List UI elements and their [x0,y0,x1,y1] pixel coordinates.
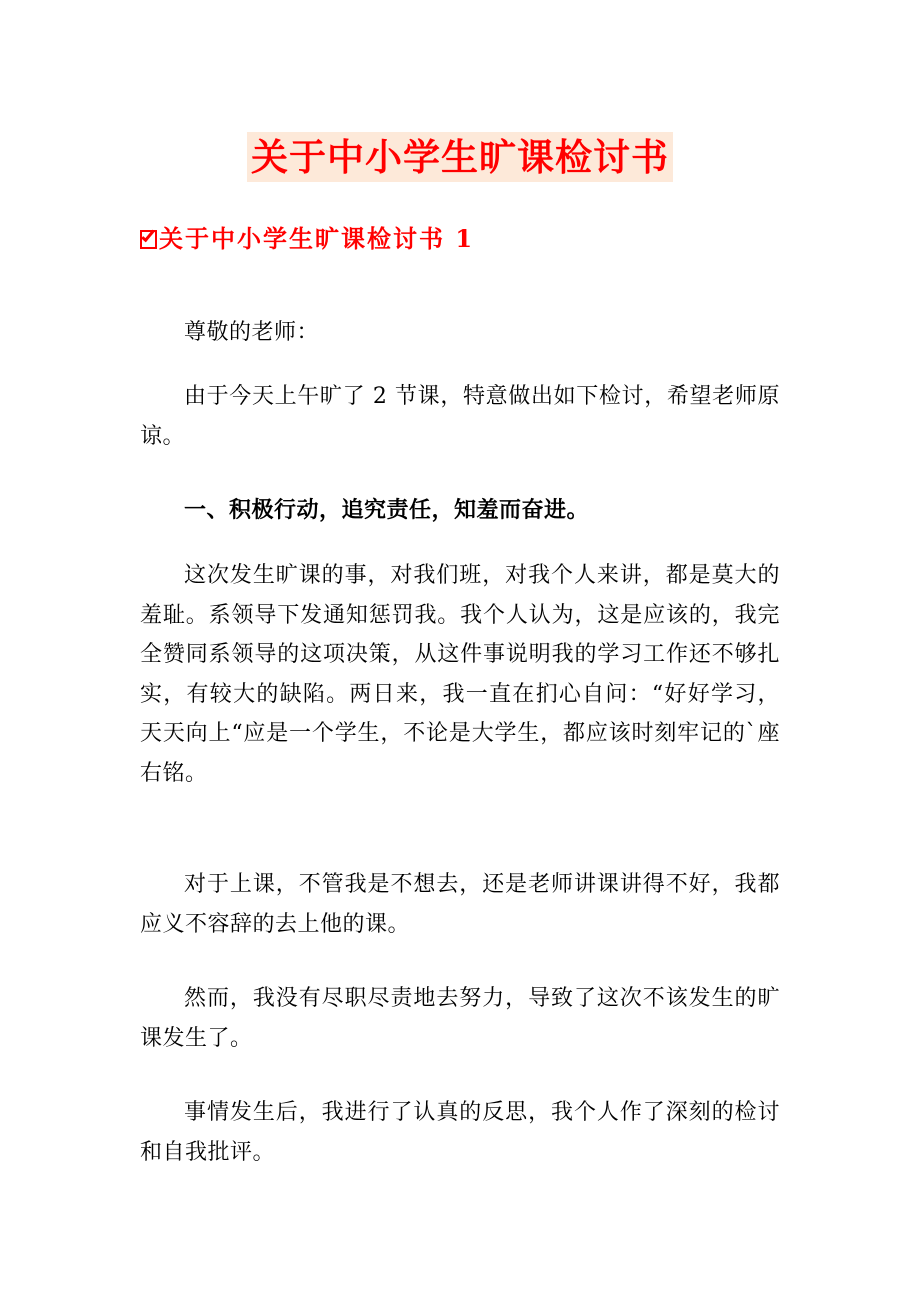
intro-paragraph: 由于今天上午旷了 2 节课，特意做出如下检讨，希望老师原谅。 [140,384,780,449]
subheading-paragraph: 一、积极行动，追究责任，知羞而奋进。 [184,497,590,523]
section-heading-text: 关于中小学生旷课检讨书 1 [159,224,475,253]
body-paragraph: 对于上课，不管我是不想去，还是老师讲课讲得不好，我都应义不容辞的去上他的课。 [140,872,780,937]
title-container [0,132,920,182]
salutation-paragraph: 尊敬的老师： [184,320,320,345]
body-paragraph: 这次发生旷课的事，对我们班，对我个人来讲，都是莫大的羞耻。系领导下发通知惩罚我。我个人认为，这是应该的，我完全赞同系领导的这项决策，从这件事说明我的学习工作还不够扎实，有较大的缺陷。两日来，我一直在扪心自问：“好好学习，天天向上“应是一个学生，不论是大学生，都应该时刻牢记的`座右铭。 [140,563,780,786]
body-paragraph: 事情发生后，我进行了认真的反思，我个人作了深刻的检讨和自我批评。 [140,1100,780,1165]
body-paragraph: 然而，我没有尽职尽责地去努力，导致了这次不该发生的旷课发生了。 [140,986,780,1051]
section-heading [140,222,474,256]
document-title: 关于中小学生旷课检讨书 [247,132,673,182]
checkbox-check-icon [140,230,157,249]
